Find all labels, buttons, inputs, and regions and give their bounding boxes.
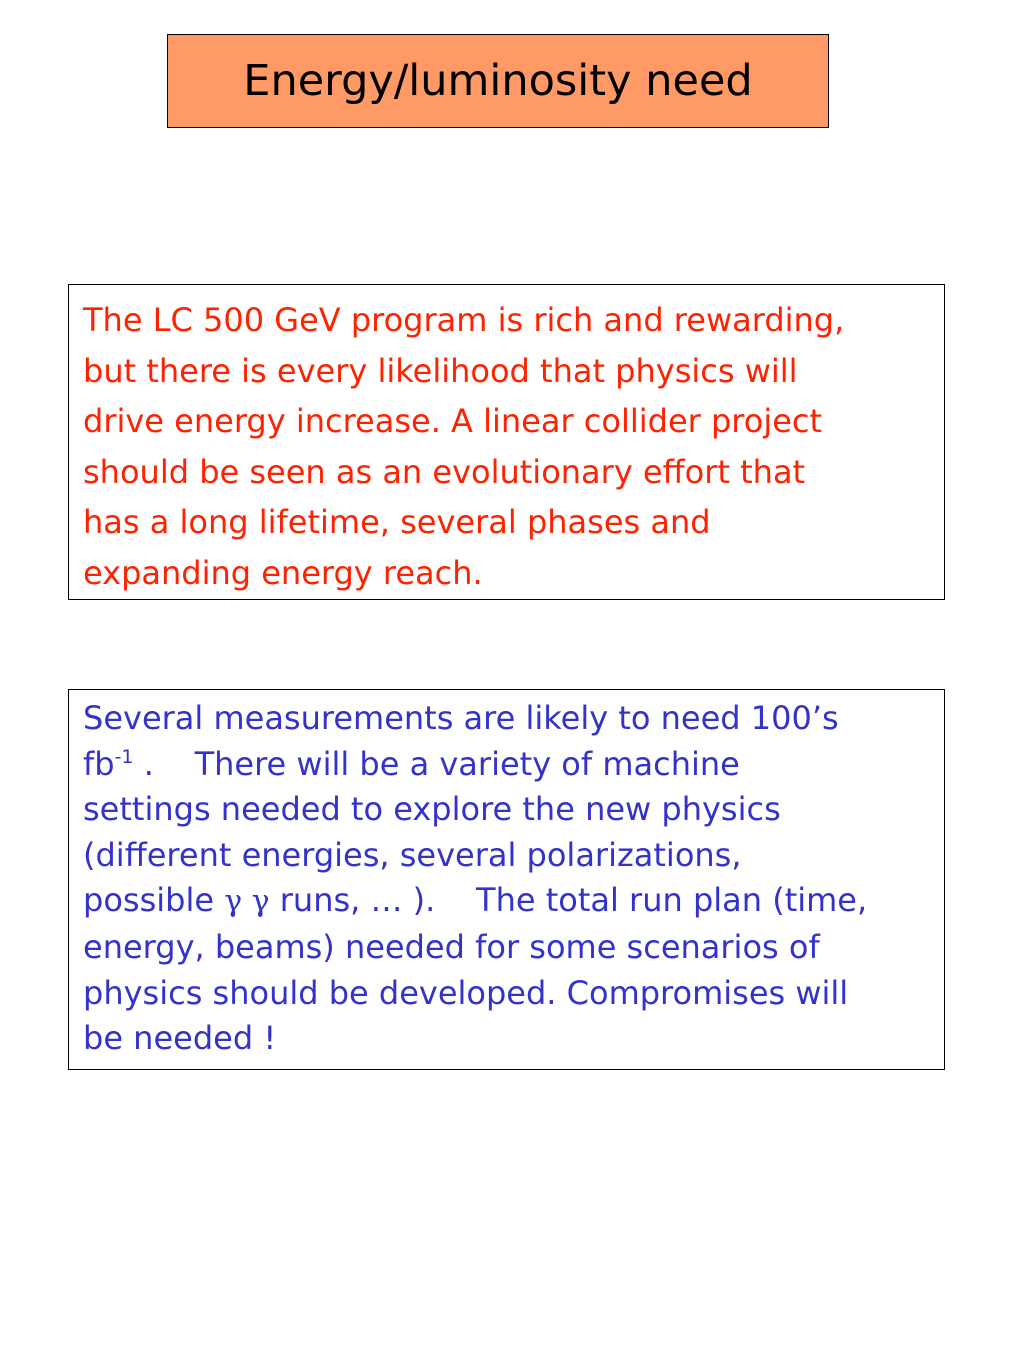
box2-line-text: runs, … ). The total run plan (time, — [269, 881, 868, 920]
box2-line: physics should be developed. Compromises will — [83, 973, 849, 1012]
box1-line: but there is every likelihood that physics will — [83, 351, 798, 390]
box2-line — [83, 878, 934, 925]
box2-line: be needed ! — [83, 1019, 277, 1058]
energy-program-box — [68, 284, 945, 600]
inverse-exponent: -1 — [114, 745, 134, 768]
box2-line-text: possible — [83, 881, 225, 920]
box1-line: should be seen as an evolutionary effort that — [83, 452, 806, 491]
page-title: Energy/luminosity need — [243, 56, 753, 106]
luminosity-measurements-box — [68, 689, 945, 1070]
box2-line: settings needed to explore the new physics — [83, 790, 781, 829]
box2-line: energy, beams) needed for some scenarios of — [83, 927, 820, 966]
box1-line: has a long lifetime, several phases and — [83, 503, 711, 541]
gamma-gamma-symbol: γ γ — [224, 884, 270, 920]
box1-line: The LC 500 GeV program is rich and rewarding, — [83, 301, 845, 339]
box2-line: Several measurements are likely to need 100’s — [83, 699, 839, 737]
box2-line: (different energies, several polarizations, — [83, 835, 742, 874]
title-box — [167, 34, 829, 128]
box1-line: expanding energy reach. — [83, 553, 483, 592]
fb-unit: fb — [83, 744, 115, 783]
box2-line — [83, 742, 934, 788]
box2-line-text: . There will be a variety of machine — [133, 744, 740, 783]
box1-line: drive energy increase. A linear collider project — [83, 402, 823, 440]
